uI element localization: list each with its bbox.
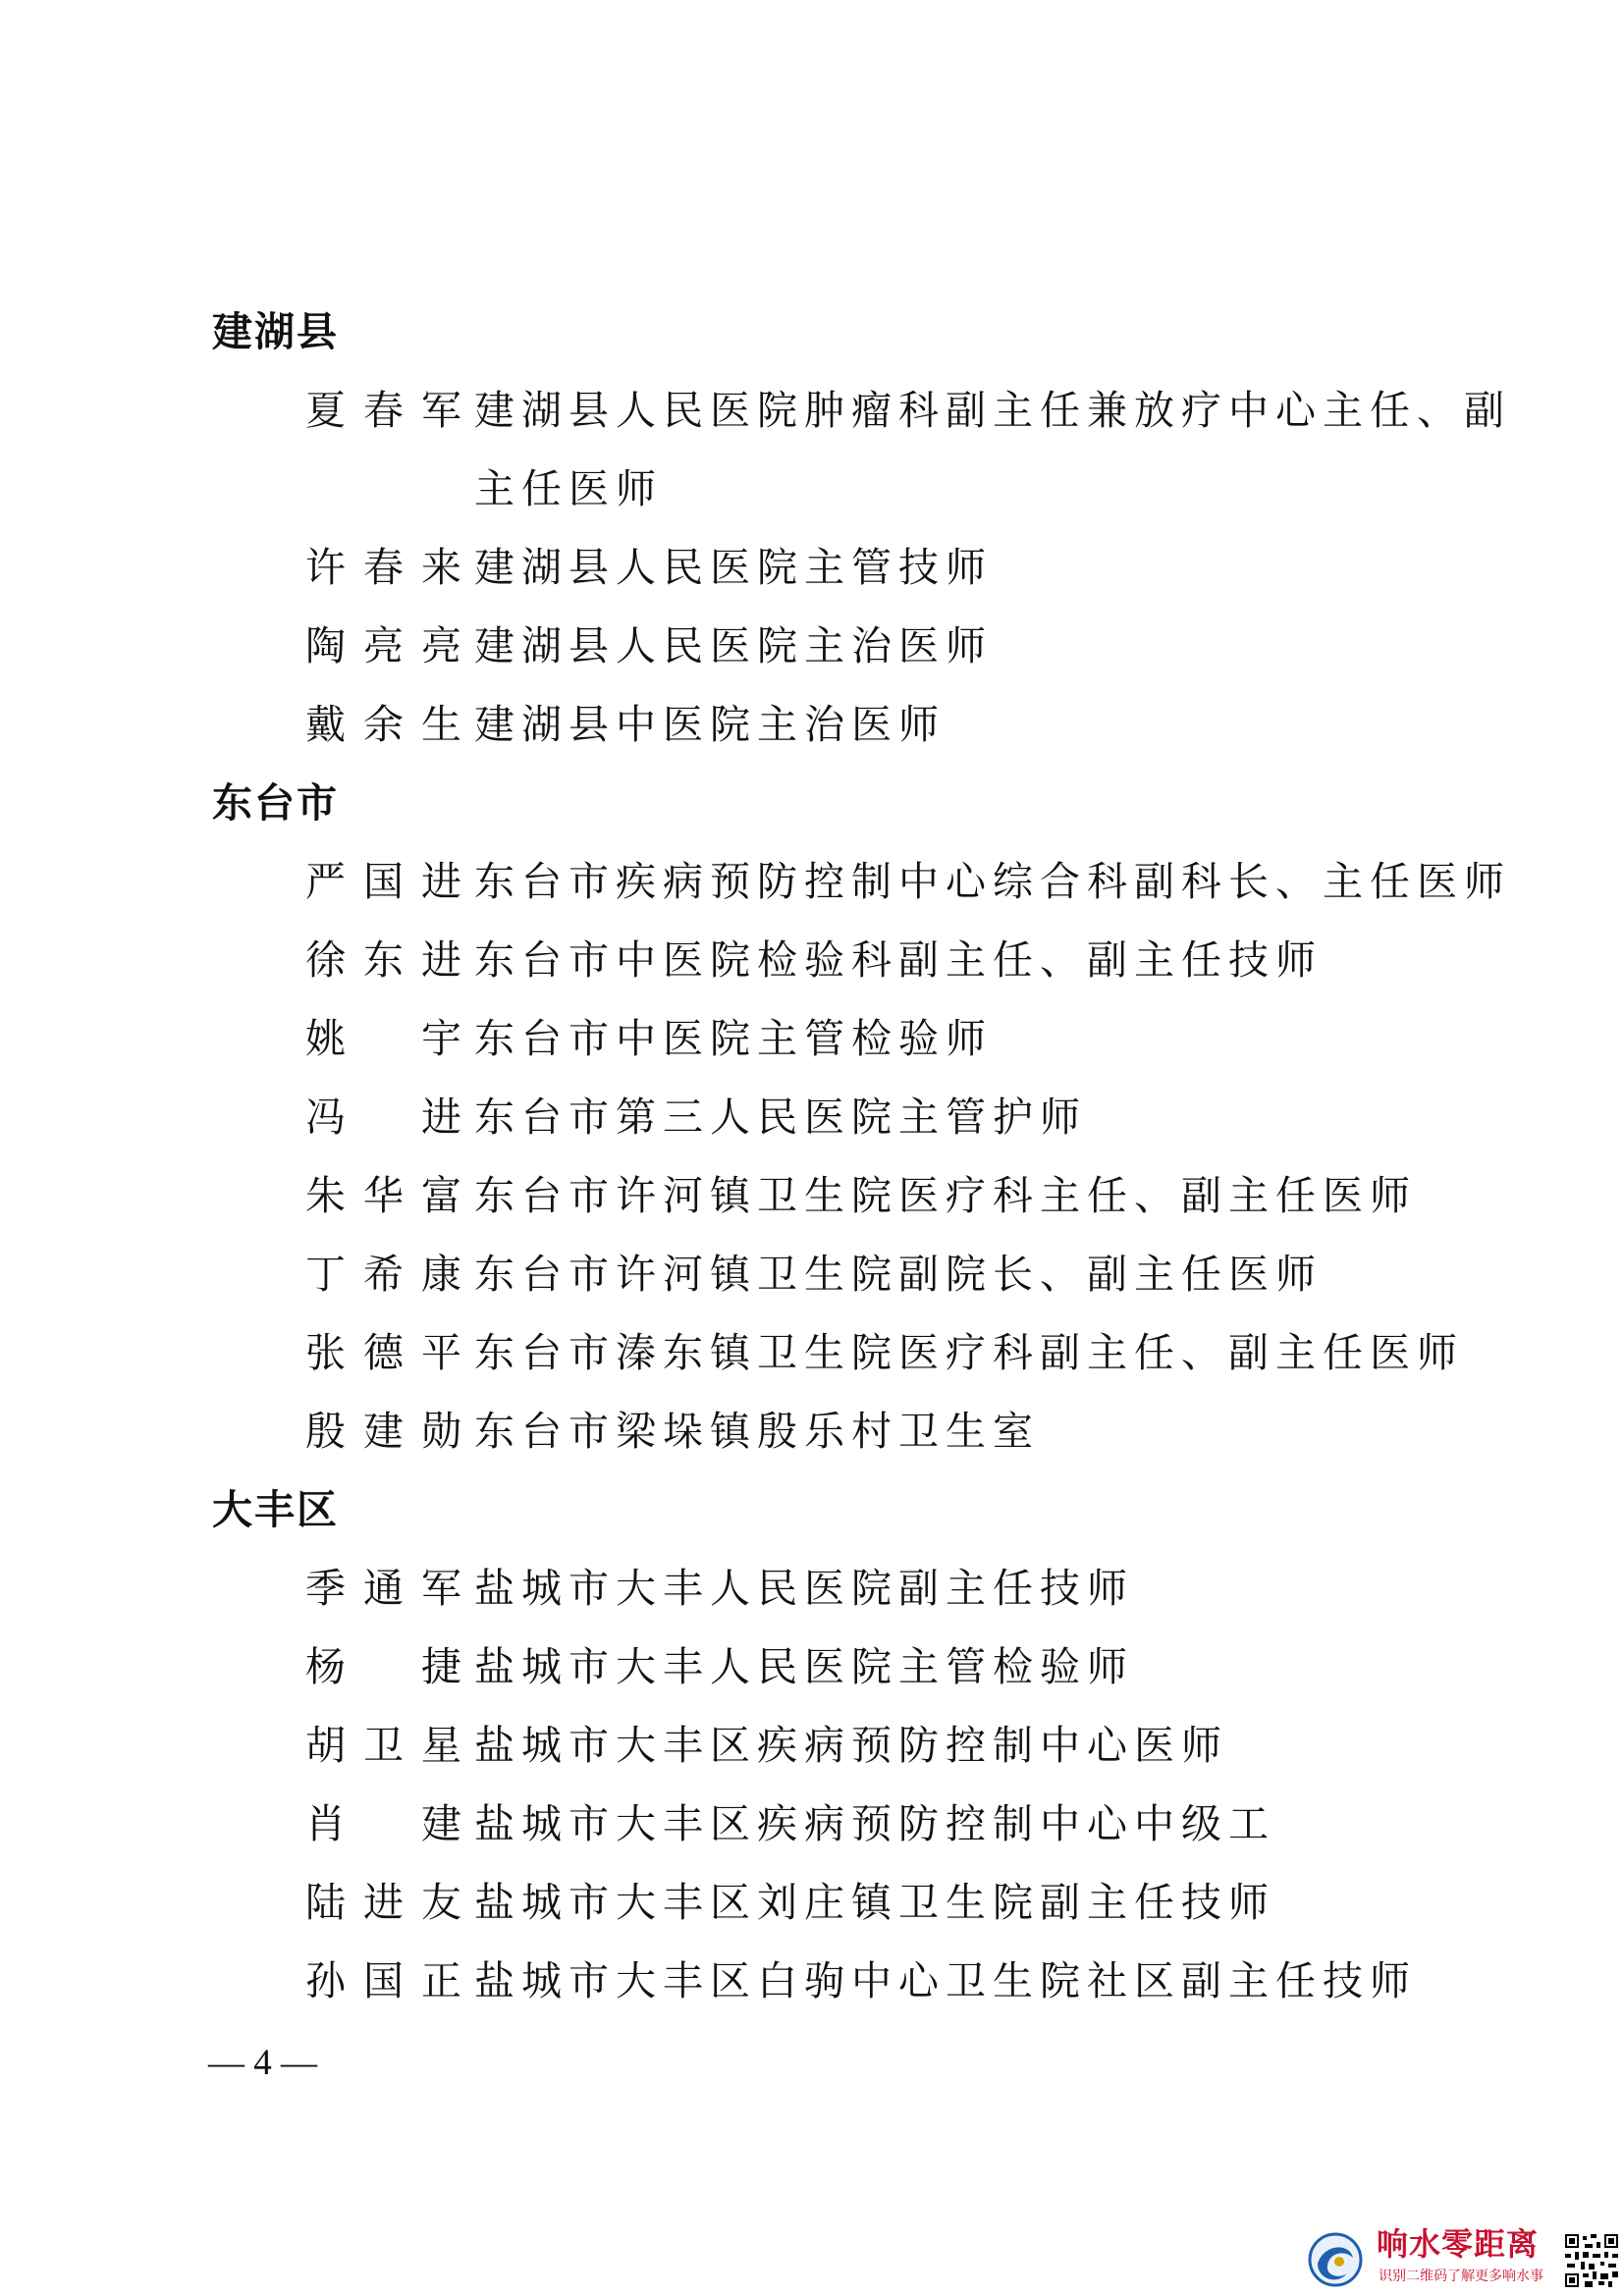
entry-name: 张 德 平 xyxy=(305,1329,467,1376)
entry-name: 陶 亮 亮 xyxy=(305,622,467,669)
entry-affiliation: 盐城市大丰区白驹中心卫生院社区副主任技师 xyxy=(474,1957,1417,2004)
entry-name: 丁 希 康 xyxy=(305,1251,467,1298)
entry-name: 徐 东 进 xyxy=(305,936,467,984)
watermark-title: 响水零距离 xyxy=(1377,2225,1540,2263)
entry-name: 夏 春 军 xyxy=(305,387,467,434)
section-heading-dafeng: 大丰区 xyxy=(212,1486,339,1533)
watermark-subtitle: 识别二维码了解更多响水事 xyxy=(1379,2269,1543,2284)
entry-affiliation: 盐城市大丰人民医院主管检验师 xyxy=(474,1643,1134,1690)
entry-name: 冯 进 xyxy=(305,1094,467,1141)
watermark xyxy=(1306,2226,1624,2296)
entry-affiliation: 建湖县人民医院主治医师 xyxy=(474,622,993,669)
entry-affiliation: 东台市许河镇卫生院副院长、副主任医师 xyxy=(474,1251,1323,1298)
entry-affiliation: 建湖县中医院主治医师 xyxy=(474,701,946,748)
entry-affiliation: 建湖县人民医院肿瘤科副主任兼放疗中心主任、副 xyxy=(474,387,1511,434)
entry-affiliation: 东台市中医院主管检验师 xyxy=(474,1015,993,1062)
entry-name: 胡 卫 星 xyxy=(305,1722,467,1769)
entry-affiliation-continued: 主任医师 xyxy=(474,465,663,512)
entry-affiliation: 盐城市大丰人民医院副主任技师 xyxy=(474,1565,1134,1612)
entry-affiliation: 东台市疾病预防控制中心综合科副科长、主任医师 xyxy=(474,858,1511,905)
entry-affiliation: 东台市第三人民医院主管护师 xyxy=(474,1094,1087,1141)
entry-name: 季 通 军 xyxy=(305,1565,467,1612)
qr-code-icon xyxy=(1563,2232,1620,2289)
entry-affiliation: 盐城市大丰区刘庄镇卫生院副主任技师 xyxy=(474,1879,1275,1926)
swirl-logo-icon xyxy=(1306,2230,1365,2289)
entry-affiliation: 盐城市大丰区疾病预防控制中心医师 xyxy=(474,1722,1228,1769)
entry-name: 许 春 来 xyxy=(305,544,467,591)
entry-affiliation: 东台市中医院检验科副主任、副主任技师 xyxy=(474,936,1323,984)
entry-name: 朱 华 富 xyxy=(305,1172,467,1219)
entry-name: 杨 捷 xyxy=(305,1643,467,1690)
entry-name: 姚 宇 xyxy=(305,1015,467,1062)
section-heading-jianhu: 建湖县 xyxy=(212,308,339,355)
entry-affiliation: 东台市溱东镇卫生院医疗科副主任、副主任医师 xyxy=(474,1329,1464,1376)
entry-name: 孙 国 正 xyxy=(305,1957,467,2004)
entry-name: 殷 建 勋 xyxy=(305,1408,467,1455)
entry-name: 戴 余 生 xyxy=(305,701,467,748)
entry-affiliation: 建湖县人民医院主管技师 xyxy=(474,544,993,591)
entry-name: 严 国 进 xyxy=(305,858,467,905)
entry-affiliation: 东台市梁垛镇殷乐村卫生室 xyxy=(474,1408,1040,1455)
page-number: — 4 — xyxy=(208,2043,317,2083)
entry-name: 陆 进 友 xyxy=(305,1879,467,1926)
section-heading-dongtai: 东台市 xyxy=(212,779,339,827)
entry-affiliation: 东台市许河镇卫生院医疗科主任、副主任医师 xyxy=(474,1172,1417,1219)
entry-affiliation: 盐城市大丰区疾病预防控制中心中级工 xyxy=(474,1800,1275,1847)
entry-name: 肖 建 xyxy=(305,1800,467,1847)
